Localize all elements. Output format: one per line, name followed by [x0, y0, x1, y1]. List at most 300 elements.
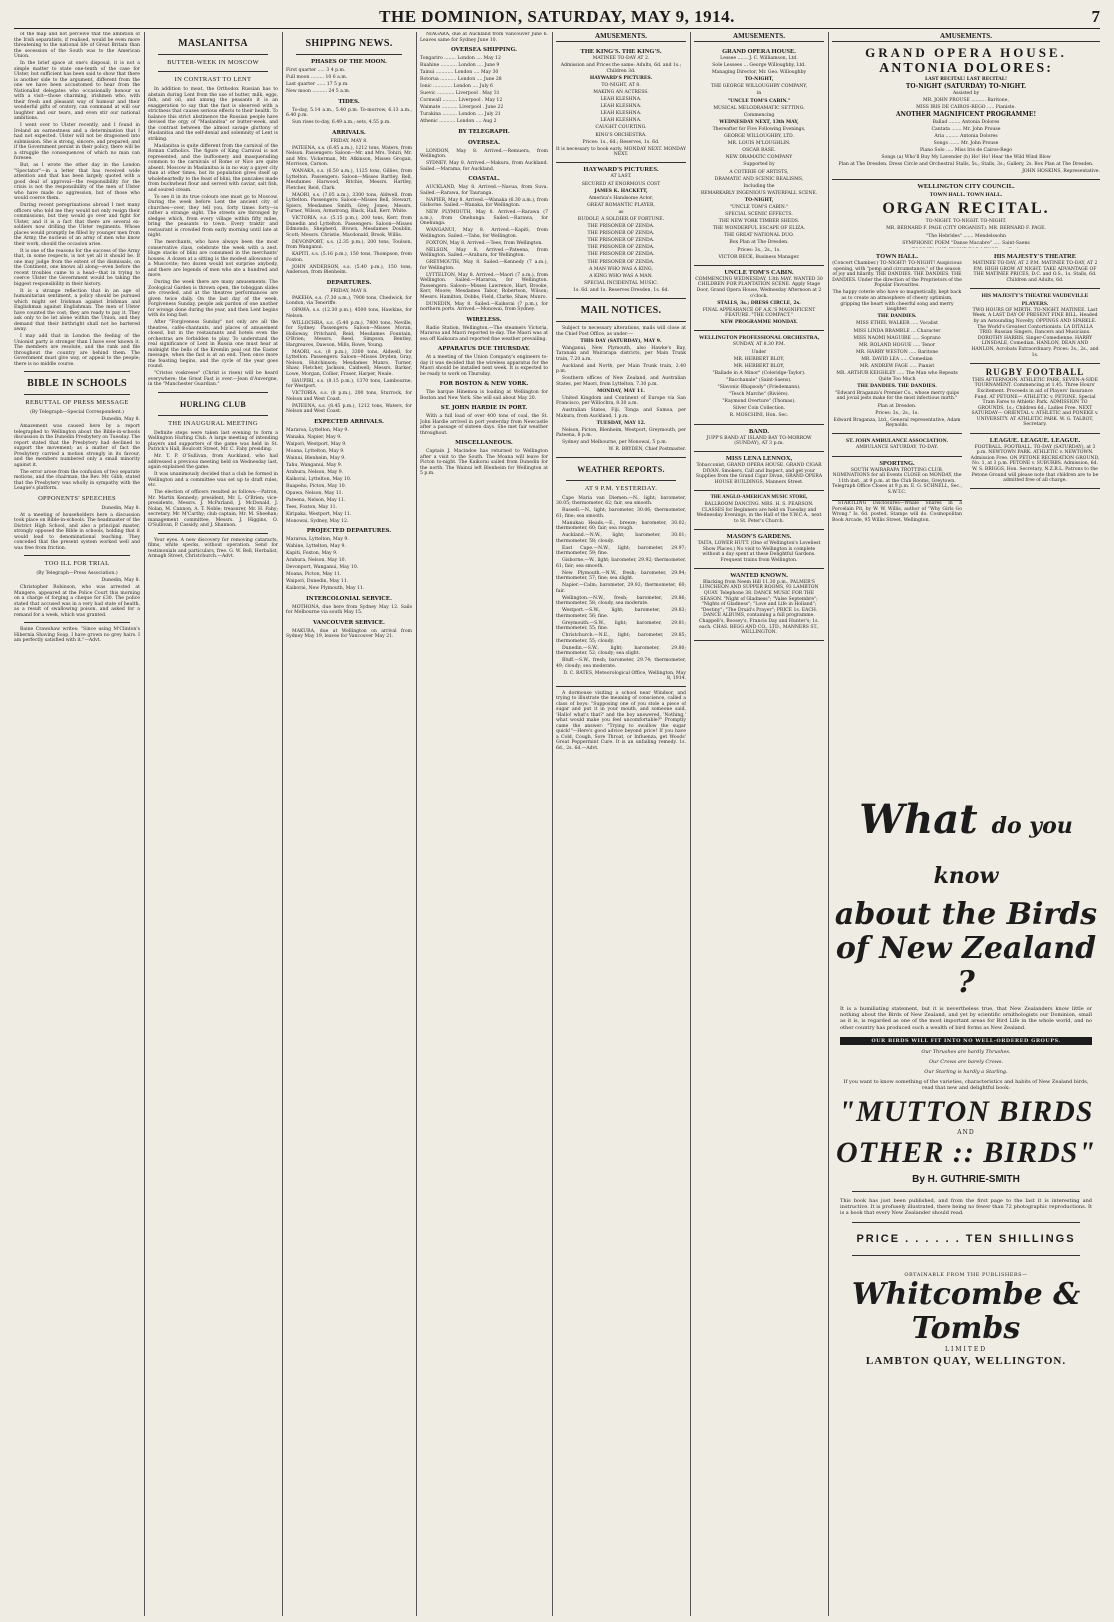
wanted-advert: [694, 569, 824, 641]
orchestra-advert: [694, 331, 824, 424]
advert-line: AT LAST.: [610, 174, 632, 180]
expected-entry: Wanaka, Napier, May 9.: [286, 434, 342, 440]
majesty-advert: [970, 250, 1100, 289]
advert-line: It is necessary to book early. MONDAY NEXT. MONDAY NEXT.: [556, 146, 686, 158]
advert-heading: HAYWARD'S PICTURES.: [583, 166, 659, 174]
section-heading: MISCELLANEOUS.: [455, 440, 513, 446]
book-description: This book has just been published, and from the first page to the last it is interesting and instructive. It is profusely illustrated, there being no fewer than 72 photographic reproductions. It is a book that every New Zealander should read.: [840, 1197, 1092, 1217]
advert-line: MR. JOHN PROUSE .......... Baritone,: [923, 98, 1009, 104]
advert-line: America's Handsome Actor,: [588, 195, 654, 201]
article-paragraph: The election of officers resulted as follows:—Patron, Mr. Martin Kennedy; president, Mr. L. O'Brien; vice-presidents, Messrs. J. McParland, J. McDonald, J. Nolan, M. Cannon, A. T. Noble; treasurer, Mr. H. Fahy; secretary, Mr. M'Carthy; club captain, Mr. M. Sheehan; management committee, Messrs. J. Higgins, O. O'Sullivan, P. Cassidy, and J. Shannon.: [148, 490, 278, 528]
advert-line: Including the: [743, 183, 775, 189]
advert-heading: HIS MAJESTY'S THEATRE: [993, 253, 1077, 260]
divider: [296, 54, 402, 55]
question-mark-icon: ?: [957, 965, 975, 1000]
divider: [556, 686, 686, 687]
section-heading: PHASES OF THE MOON.: [311, 59, 387, 65]
divider: [24, 371, 130, 372]
dandies-advert: [832, 250, 962, 434]
shipping-headline: SHIPPING NEWS.: [305, 38, 393, 49]
arrival-entry: PATEENA, s.s. (6.45 a.m.), 1212 tons, Waters, from Nelson. Passengers: Saloon—Mr. and Mrs. Tohiri, Mr. and Mrs. Vickerman, Mr. Atkinson, Misses Grogan, Morrison, Carson.: [286, 145, 412, 167]
weather-signature: D. C. BATES, Meteorological Office, Wellington, May 8, 1914.: [563, 670, 686, 681]
publisher-address: LAMBTON QUAY, WELLINGTON.: [865, 1355, 1067, 1368]
mail-date: MONDAY, MAY 11.: [597, 388, 645, 394]
hurling-subheading: THE INAUGURAL MEETING: [168, 419, 258, 427]
mail-entry: Wanganui, New Plymouth, also Hawke's Bay, Taranaki and Wairarapa districts, per Main Trunk train, 7.20 a.m.: [556, 345, 686, 362]
mail-entry: United Kingdom and Continent of Europe via San Francisco, per Willochra, 8.30 a.m.: [556, 395, 686, 406]
departure-entry: PAKEHA, s.s. (7.30 a.m.), 7900 tons, Chedwick, for London, via Teneriffe.: [286, 295, 412, 306]
article-paragraph: During recent peregrinations abroad I met many officers who told me they would not only resign their commissions, but they would go over and fight for Ulster, and it is a fact that there are several ex-soldiers now drilling the Ulster regiments. Whose places would promptly be filled by younger men from the Army, the nucleus of an army of men who know their work, should the occasion arise.: [14, 203, 140, 247]
column-rule: [828, 32, 829, 1616]
expected-entry: Kaikorai, Lyttelton, May 10.: [286, 476, 352, 482]
masthead: [14, 6, 1100, 29]
organ-title: ORGAN RECITAL.: [882, 200, 1050, 218]
advert-line: THE GEORGE WILLOUGHBY COMPANY,: [710, 84, 808, 90]
advert-line: 1s. 6d. and 1s. Reserves Dresden, 1s. 6d.: [573, 287, 669, 293]
advert-line: RUDOLF, A SOLDIER OF FORTUNE.: [577, 216, 665, 222]
advert-heading: THE KING'S. THE KING'S.: [580, 48, 662, 55]
advert-line: Lessee ....... J. C. Williamson, Ltd.: [720, 56, 798, 61]
section-heading: OVERSEA SHIPPING.: [450, 47, 518, 53]
expected-entry: Moana, Lyttelton, May 9.: [286, 448, 345, 454]
promo-nz-text: of New Zealand: [835, 931, 1097, 966]
antonia-advert: [832, 45, 1100, 180]
weather-entry: Napier.—Calm; barometer, 29.92; thermometer, 60; fair.: [556, 583, 686, 594]
advert-heading: WANTED KNOWN.: [730, 571, 788, 579]
article-paragraph: Maslanitsa is quite different from the carnival of the Roman Catholics. The figure of King Carnival is not represented, and the buffoonery and masquerading common to the carnivals of Rome or Nice are quite absent. Moscow in Maslanitsa is in no way a gayer city than at other times, but its population gives itself up wholeheartedly to the feast of blini, the pancakes made from buckwheat flour and served with caviar, salt fish, and soured cream.: [148, 143, 278, 193]
article-paragraph: The error arose from the confusion of two separate motions, and the chairman, the Rev. Mr. Gibb, stated that the Presbytery was wholly in sympathy with the League's platform.: [14, 469, 140, 491]
weather-entry: New Plymouth.—N.W., fresh; barometer, 29.94; thermometer, 57; fine; sea slight.: [556, 570, 686, 581]
advert-line: Piano Solo ..... Miss Iris de Cairos-Rego: [919, 147, 1013, 153]
advert-line: LEAH KLESHNA.: [600, 111, 642, 117]
column-title: AMUSEMENTS.: [694, 32, 824, 42]
advert-line: TO-NIGHT,: [744, 197, 774, 203]
performer-name: ANTONIA DOLORES:: [879, 61, 1053, 76]
arrival-entry: KAPITI, s.s. (5.16 p.m.), 150 tons, Thompson, from Foxton.: [286, 252, 412, 263]
projected-entry: Arahura, Nelson, May 10.: [286, 558, 347, 563]
column-1: [14, 32, 140, 1616]
service-entry: NIAGARA, due at Auckland from Vancouver June 6. Leaves same for Sydney June 10.: [420, 32, 548, 43]
advert-line: Cantata ....... Mr. John Prouse: [931, 126, 1001, 132]
advert-line: ANOTHER MAGNIFICENT PROGRAMME!: [895, 111, 1037, 119]
advert-line: COMMENCING WEDNESDAY, 13th MAY. WANTED 30 CHILDREN FOR PLANTATION SCENE. Apply Stage Door, Grand Opera House, Wednesday Afternoon at 2 o'clock.: [695, 276, 823, 299]
advert-heading: GRAND OPERA HOUSE.: [722, 48, 796, 55]
column-rule: [690, 32, 691, 1616]
moon-row: Last quarter ...... 17 5 p.m.: [286, 82, 349, 87]
advert-line: THIS AFTERNOON. ATHLETIC PARK. SEVEN-A-SIDE TOURNAMENT. Commencing at 1.45. Three Hours' Excitement. Proceeds in aid of Players' Insurance Fund. AT PETONE— ATHLETIC v. PETONE. Special Tram Fares to Athletic Park. ADMISSION TO GROUNDS, 1s.; Children 6d.; Ladies Free. NEXT SATURDAY— ORIENTAL v. ATHLETIC and PONEKE v. UNIVERSITY. AT ATHLETIC PARK. W. G. TALBOT, Secretary.: [971, 377, 1099, 428]
advert-line: Commencing: [743, 112, 775, 118]
departure-entry: MAORI, s.s. (8 p.m.), 3300 tons, Aldwell, for Lyttelton. Passengers: Saloon—Misses Dryden, Gray, Nelson, Hutchinson; Mesdames Munro, Turner, Shaw, Fletcher, Jackson, Caldwell; Messrs. Barker, Lowe, Morgan, Collier, Fraser, Harper, Neale.: [286, 349, 412, 377]
service-entry: MOTHONA, due here from Sydney May 12. Sails for Melbourne via south May 15.: [286, 604, 412, 615]
weather-entry: Dunedin.—S.W., light; barometer, 29.80; thermometer, 52; cloudy; sea slight.: [556, 645, 686, 656]
advert-heading: WELLINGTON CITY COUNCIL.: [917, 183, 1015, 191]
section-heading: BY TELEGRAPH.: [458, 128, 510, 135]
advert-line: Blacking from Neem Hill 11.30 p.m., PALMER'S LUNCHEON AND SUPPER ROOMS, 93 LAMBTON QUAY. Telephone 38. DANCE MUSIC FOR THE SEASON. "Night of Gladness"; "Valse Septembre"; "Nights of Gladness"; "Love and Life in Holland"; "Destiny"; "The Druid's Prayer"; PRICE 1s. EACH. DANCE ALBUMS, containing a full programme. Chappell's, Boosey's, Francis Day and Hunter's; 1s. each. CHAS. BEGG AND CO., LTD., MANNERS ST., WELLINGTON.: [699, 579, 819, 636]
advert-line: THE NEW YORK TIMBER SHEDS.: [718, 219, 800, 225]
advert-line: TAITA, LOWER HUTT. (One of Wellington's Loveliest Show Places.) No visit to Wellington is complete without a day spent at these Delightful Gardens. Frequent trains from Wellington.: [697, 540, 821, 563]
advert-line: JAMES K. HACKETT,: [594, 188, 648, 194]
coastal-entry: NELSON, May 8. Arrived.—Pateena, from Wellington. Sailed.—Arahura, for Wellington.: [420, 247, 548, 258]
divider: [158, 533, 268, 534]
advert-line: MR. BERNARD F. PAGE (CITY ORGANIST). MR. BERNARD F. PAGE.: [886, 226, 1046, 232]
coastal-entry: WANGANUI, May 8. Arrived.—Kapiti, from Wellington. Sailed.—Tahu, for Wellington.: [420, 228, 548, 239]
advert-line: SYMPHONIC POEM "Danse Macabre" ..... Saint-Saens: [902, 240, 1030, 246]
weather-entry: Wellington.—N.W., fresh; barometer, 29.86; thermometer, 58; cloudy, sea moderate.: [556, 595, 686, 606]
arrival-entry: JOHN ANDERSON, s.s. (5.40 p.m.), 150 tons, Anderson, from Blenheim.: [286, 264, 412, 275]
advert-heading: HIS MAJESTY'S THEATRE VAUDEVILLE PLAYERS.: [981, 292, 1089, 307]
article-paragraph: During the week there are many amusements. The Zoological Garden is thrown open, the toboggan slides are crowded, and at the theatres performances are given twice daily. On the last day of the week, Forgiveness Sunday, people ask pardon of one another for wrongs done during the year, and then Lent begins with its long fast.: [148, 280, 278, 318]
article-paragraph: With a full load of over 400 tons of coal, the St. John Hardie arrived in port yesterday from Newcastle after a passage of sixteen days. She met fair weather throughout.: [420, 414, 548, 436]
moon-row: First quarter ..... 3 4 p.m.: [286, 68, 346, 73]
advert-line: MR. HARRY WESTON ..... Baritone: [855, 349, 939, 355]
departure-entry: WILLOCHRA, s.s. (5.40 p.m.), 7800 tons, Neville, for Sydney. Passengers: Saloon—Misses Moran, Holloway, Pritchard, Reid, Mesdames Fountain, O'Brien; Messrs. Reed, Simpson, Bentley, Hargreaves, Dawson, Mills, Rowe, Young.: [286, 320, 412, 348]
mail-entry: Auckland and North, per Main Trunk train, 2.40 p.m.: [556, 363, 686, 374]
advert-line: TO-NIGHT, AT 8.: [601, 82, 641, 88]
advert-line: SPECIAL SCENIC EFFECTS.: [725, 212, 793, 218]
advert-line: Under: [751, 349, 767, 355]
advert-line: MR. HERBERT BLOY,: [733, 356, 785, 362]
book-title-and: AND: [957, 1128, 975, 1136]
advert-line: as: [618, 209, 624, 215]
advert-heading: TOWN HALL.: [875, 253, 919, 260]
service-entry: MAKURA, due at Wellington on arrival from Sydney May 19, leaves for Vancouver May 21.: [286, 628, 412, 639]
advert-line: Prices: 3s., 2s., 1s.: [737, 247, 781, 253]
projected-entry: Mararoa, Lyttelton, May 9.: [286, 537, 349, 542]
obtainable-from: OBTAINABLE FROM THE PUBLISHERS—: [904, 1272, 1028, 1279]
advert-heading: GRAND OPERA HOUSE.: [865, 45, 1067, 60]
advert-line: Edward Braganza, Ltd., General representative, Adam Reynolds.: [833, 417, 961, 429]
coastal-entry: GREYMOUTH, May 8. Sailed.—Kennedy (7 a.m.), for Wellington.: [420, 260, 548, 271]
advert-line: REMARKABLY INGENIOUS WATERFALL SCENE.: [700, 190, 818, 196]
page-number: 7: [1091, 7, 1100, 26]
advert-line: THE DANDIES. THE DANDIES.: [857, 383, 937, 389]
weather-entry: Greymouth.—S.W., light; barometer, 29.81; thermometer, 55; fine.: [556, 620, 686, 631]
advert-line: LAST RECITAL! LAST RECITAL!: [924, 77, 1008, 82]
article-paragraph: It is one of the reasons for the success of the Army that, in some respects, is not yet all it should be. If one may judge from the extent of the dismissals, on the Continent, one knows all along—even before the recent troubles came to a head—that in trying to coerce Ulster the Government would be taking the biggest responsibility in their history.: [14, 248, 140, 287]
projected-entry: Devonport, Wanganui, May 10.: [286, 565, 359, 570]
advert-line: JOHN HOSKINS, Representative.: [1022, 169, 1100, 175]
advert-line: THE PRISONER OF ZENDA.: [587, 224, 655, 230]
advert-line: MUSICAL MELODRAMATIC SETTING.: [713, 105, 805, 111]
arrival-entry: VICTORIA, s.s. (5.15 p.m.), 200 tons, Kerr, from Dunedin and Lyttelton. Passengers: Saloon—Misses Edmonds, Shepherd, Brown, Mesdames Doublin, Scott; Messrs. Christie, Macdonald, Brook, Willis.: [286, 216, 412, 238]
league-advert: [970, 434, 1100, 490]
rugby-advert: [970, 364, 1100, 434]
article-paragraph: I went over to Ulster recently, and I found in Ireland an earnestness and a determination that I had not expected. Ulster will not be dragooned into submission. She is strong, sincere, and prepared; and if the Government persist in their policy, there will be a struggle the consequences of which no man can foresee.: [14, 123, 140, 161]
departure-entry: VICTORIA, s.s. (8 p.m.), 200 tons, Sturrock, for Nelson and West Coast.: [286, 391, 412, 402]
promo-about: about the Birds: [834, 897, 1098, 932]
advert-heading: SPORTING.: [879, 459, 915, 467]
music-store-advert: [694, 491, 824, 530]
projected-entry: Waipori, Dunedin, May 11.: [286, 579, 349, 584]
column-6: [694, 32, 824, 1616]
advert-paragraph: A dormouse visiting a school near Windsor, and trying to illustrate the meaning of conscience, called a class of boys: "Supposing one of you stole a piece of sugar and put it in your mouth, and someone said, 'Hallo! what's that?' and the boy answered, 'Nothing,' what would make you feel uncomfortable?" Promptly came the answer: "Trying to swallow the sugar quick!"—Here's good advice beyond price! If you have a Cold, Cough, Sore Throat, or Influenza, get Woods' Great Peppermint Cure. It is an unfailing remedy. 1s. 6d., 2s. 6d.—Advt.: [556, 690, 686, 751]
article-paragraph: "Cristos voskresse" (Christ is risen) will be heard everywhere; the Great Fast is over.—Jean d'Auvergne, in the "Manchester Guardian.": [148, 371, 278, 387]
advert-line: "The Hebrides" ....... Mendelssohn: [926, 233, 1006, 239]
overseas-row: Turakina .......... London .... July 21: [420, 112, 501, 117]
advert-line: MATINEE TO-DAY, AT 2 P.M. MATINEE TO-DAY, AT 2 P.M. HIGH GROW AT NIGHT. TAKE ADVANTAGE OF THE MATINEE PRICES, D.C. and O.S., 1s. Stalls, 6d. Children and Adults, 6d.: [972, 261, 1098, 283]
advert-line: THE DANDIES.: [877, 314, 917, 320]
sporting-advert: [832, 457, 962, 501]
advert-line: VICTOR BECK, Business Manager.: [718, 254, 800, 260]
advert-line: NEW DRAMATIC COMPANY: [725, 155, 793, 161]
projected-entry: Kaikorai, New Plymouth, May 11.: [286, 586, 365, 591]
article-paragraph: In the brief space at one's disposal, it is not a simple matter to state one-tenth of the case for Ulster, but sufficient has been said to show that there is another side to the argument, different from the one we have been accustomed to hear from the Nationalist delegates who occasionally honour us with a visit—those charming, irishmen who, with their fresh and pleasant way of humour and their wonderful gifts of oratory, can command at will our laughter and our tears, and even stir our national ambitions.: [14, 61, 140, 121]
hayward-advert: [556, 163, 686, 299]
advert-line: Plan at The Dresden. Dress Circle and Orchestral Stalls, 5s.; Stalls, 3s.; Gallery, 2s. Box Plan at The Dresden.: [838, 162, 1094, 168]
article-paragraph: of the map and not perceive that the ambition of the Irish separatists, if realised, would be even more threatening to the national life of Great Britain than the secession of the South was to the American Union.: [14, 32, 140, 59]
promo-body: It is a humiliating statement, but it is nevertheless true, that New Zealanders know little or nothing about the Birds of New Zealand, and yet by scientific ornithologists our Dominion, small as it is, is regarded as one of the most important areas for Bird Life in the whole world, and no other country has produced such a wealth of bird forms as New Zealand.: [840, 1006, 1092, 1031]
article-paragraph: The merchants, who have always been the most conservative class, celebrate the week with a zest. Huge stacks of blini are consumed in the merchants' houses. A dozen at a sitting is the modest allowance of a Muscovite; two dozen would not surprise anybody, and there are legends of men who ate a hundred and more.: [148, 240, 278, 278]
advert-heading: THE ANGLO-AMERICAN MUSIC STORE,: [710, 495, 808, 501]
divider: [566, 480, 676, 481]
section-heading: DEPARTURES.: [326, 279, 372, 286]
divider: [24, 622, 130, 623]
advert-line: HAYWARD'S PICTURES.: [589, 75, 653, 81]
advert-line: MISS LINDA BRAMBLE ... Character: [853, 328, 941, 334]
section-heading: PROJECTED DEPARTURES.: [306, 528, 392, 534]
hurling-headline: HURLING CLUB: [179, 399, 247, 409]
advert-line: Prices: 1s., 6d.; Reserves, 1s. 6d.: [582, 139, 660, 145]
advert-line: WEDNESDAY NEXT, 13th MAY,: [719, 119, 799, 125]
divider: [158, 415, 268, 416]
advert-line: BALLROOM DANCING. MRS. H. S. PEARSON. CLASSES for Beginners are held on Tuesday and Wednesday Evenings, in the Hall of the Y.W.C.A., next to St. Peter's Church.: [696, 502, 822, 524]
advert-heading: MASON'S GARDENS.: [726, 532, 792, 540]
advert-line: THE PRISONER OF ZENDA.: [587, 259, 655, 265]
article-paragraph: Amazement was caused here by a report telegraphed to Wellington about the Bible-in-schools discussion in the Dunedin Presbytery on Tuesday. The report stated that the Presbytery had declined to support the movement; as a matter of fact the Presbytery carried a motion strongly in its favour, and the members numbered only a small minority against it.: [14, 424, 140, 468]
promo-what: What: [859, 796, 978, 843]
maslanitsa-subheading: BUTTER-WEEK IN MOSCOW: [167, 59, 259, 66]
divider: [852, 1255, 1080, 1256]
advert-heading: TOWN HALL. TOWN HALL.: [929, 192, 1003, 199]
promo-tagline: Our Starling is hardly a Starling.: [924, 1068, 1008, 1075]
column-rule: [144, 32, 145, 1616]
weather-entry: East Cape.—N.W., light; barometer, 29.97; thermometer, 59; fine.: [556, 545, 686, 556]
article-paragraph: Mr. T. P. O'Sullivan, from Auckland, who had addressed a previous meeting held on Wednesday last, again explained the game.: [148, 454, 278, 470]
advert-line: DRAMATIC AND SCENIC REALISMS,: [714, 176, 804, 182]
weather-entry: Russell.—N., light; barometer, 30.06; thermometer, 61; fine; sea smooth.: [556, 508, 686, 519]
article-paragraph: It was unanimously decided that a club be formed in Wellington and a committee was set up to draft rules, etc.: [148, 472, 278, 488]
maslanitsa-subheading: IN CONTRAST TO LENT: [174, 76, 252, 83]
mail-entry: Southern offices of New Zealand, and Australian States, per Maori, from Lyttelton, 7.30 p.m.: [556, 376, 686, 387]
advert-line: SECURED AT ENORMOUS COST: [581, 181, 661, 187]
advert-line: R. MOSCHINI, Hon. Sec.: [729, 413, 789, 419]
expected-entry: Pateena, Nelson, May 11.: [286, 497, 346, 503]
expected-entry: Tahu, Wanganui, May 9.: [286, 462, 343, 468]
advert-line: SUNDAY, AT 8.30 P.M.: [732, 342, 786, 348]
coastal-entry: NAPIER, May 8. Arrived.—Wanaka (6.30 a.m.), from Gisborne. Sailed.—Wanaka, for Wellington.: [420, 197, 548, 208]
article-paragraph: Captain J. Macindoe has returned to Wellington after a visit to the South. The Moana will leave for Picton to-night. The Kaikorai sailed from Dunedin for the north. The Wainui left Blenheim for Wellington at 5 p.m.: [420, 449, 548, 476]
expected-entry: Arahura, Nelson, May 9.: [286, 469, 344, 475]
advert-heading: RUGBY FOOTBALL: [985, 366, 1085, 377]
advert-line: Box Plan at The Dresden.: [729, 240, 789, 246]
advert-line: "Tesch Marche" (Rivière).: [728, 392, 790, 398]
advert-line: Thereafter for Five Following Evenings,: [712, 126, 806, 132]
weather-entry: Christchurch.—N.E., light; barometer, 29.85; thermometer, 55; cloudy.: [556, 633, 686, 644]
advert-line: AMBULANCE SATURDAY, TO-DAY.: [855, 445, 939, 451]
advert-line: Songs ....... Mr. John Prouse: [933, 140, 999, 146]
weather-subheading: AT 9 P.M. YESTERDAY.: [584, 484, 658, 492]
overseas-row: Tongariro ........ London .... May 12: [420, 56, 501, 61]
article-paragraph: I may add that in London the feeling of the Unionist party is stronger than I have ever known it. The members are resolute, and the rank and file throughout the country are behind them. The Government must give way, or appeal to the people; there is no middle course.: [14, 334, 140, 367]
divider: [556, 457, 686, 458]
mail-signature: W. R. BRYDEN, Chief Postmaster.: [608, 447, 686, 452]
band-advert: [694, 425, 824, 453]
advert-line: "UNCLE TOM'S CABIN.": [729, 204, 789, 210]
advert-line: THE PRISONER OF ZENDA.: [587, 245, 655, 251]
divider: [24, 394, 130, 395]
column-4: [420, 32, 548, 1616]
article-paragraph: To see it in its true colours one must go to Moscow. During the week before Lent the ancient city of churches—over, they tell you, forty times forty—is rather a strange sight. The streets are thronged by sledges which, from every village within fifty miles, bring the peasants to town. Every traktir and restaurant is crowded from early morning until late at night.: [148, 194, 278, 238]
mail-notices-headline: MAIL NOTICES.: [580, 305, 662, 316]
article-paragraph: At a meeting of householders here a discussion took place on Bible-in-schools. The headmaster of the District High School, and also a principal master, strongly opposed the Bible in schools, holding that it would lead to denominational teaching. They conceded that the present system worked well and was free from friction.: [14, 512, 140, 551]
advert-line: TWO HOURS OF MIRTH. TO-NIGHT. MATINEE. Last Week. A LAST DAY OF PRESENT FINE BILL. Headed by an Astounding Novelty. OPPINGS AND SPARKLE. The World's Greatest Contortionists. LA DITALLA TRIO. Russian Singers, Dancers and Musicians. DOROTHY HARRIS, Singer-Comedienne. HARRY LINSDALE, Comedian. HANLON, DEAN AND HANLON, Acrobats Extraordinary. Prices: 3s., 2s., and 1s.: [971, 307, 1099, 358]
article-paragraph: It is a strange reflection that in an age of humanitarian sentiment, a policy should be pursued which might set Irishman against Irishman and Englishman against Englishman. The men of Ulster have counted the cost; they are ready to pay it. They ask only to be let alone within the Union, and they demand that their birthright shall not be bartered away.: [14, 288, 140, 332]
telegraph-entry: LONDON, May 8. Arrived.—Remuera, from Wellington.: [420, 148, 548, 159]
expected-entry: Kiripaka, Westport, May 11.: [286, 511, 352, 517]
divider: [556, 321, 686, 322]
overseas-row: Ruahine ........... London .... June 9: [420, 63, 500, 68]
uncle-tom-advert: [694, 266, 824, 332]
advert-line: CAUGHT COURTING.: [595, 125, 647, 131]
bible-subheading: OPPONENTS' SPEECHES: [38, 494, 116, 502]
advert-line: Aria ......... Antonia Dolores: [934, 133, 998, 139]
arrival-entry: WANAKA, s.s. (6.50 a.m.), 1125 tons, Gillies, from Lyttelton. Passengers: Saloon—Misses Bartley, Bell, Mesdames Harwood, Ritchie, Messrs. Hartley, Fletcher, Reid, Clark.: [286, 169, 412, 191]
advert-line: MR. ARTHUR KEIGHLEY ..... The Man who Repeats Quite Too Much: [836, 371, 958, 382]
section-heading: WIRELESS.: [466, 316, 502, 323]
advert-line: MR. HERBERT BLOY,: [733, 363, 785, 369]
advert-line: "Ballade in A Minor" (Coleridge-Taylor).: [712, 370, 806, 376]
column-7-top: [832, 32, 1100, 248]
section-heading: VANCOUVER SERVICE.: [313, 619, 385, 626]
coastal-entry: LYTTELTON, May 8. Arrived.—Maori (7 a.m.), from Wellington. Sailed.—Mararoa, for Wellington. Passengers: Saloon—Misses Lawrence, Hart, Brooke, Kerr, Moore; Mesdames Tabor, Robertson, Wilson; Messrs. Hamilton, Dobbs, Field, Clarke, Shaw, Munro.: [420, 272, 548, 300]
telegraph-entry: SYDNEY, May 8. Arrived.—Makura, from Auckland. Sailed.—Marama, for Auckland.: [420, 161, 548, 172]
section-heading: TIDES.: [338, 98, 360, 105]
advert-line: LEAH KLESHNA.: [600, 104, 642, 110]
wireless-entry: Radio Station, Wellington.—The steamers Victoria, Mararoa and Maori reported to-day. The Maori was at sea off Kaikoura and reported fine weather prevailing.: [420, 325, 548, 342]
advert-line: A COTERIE OF ARTISTS,: [729, 169, 789, 175]
promo-tagline: Our Crows are barely Crows.: [928, 1058, 1004, 1065]
advert-paragraph: Baine Crawshaw writes: "Since using M'Clinton's Hibernia Shaving Soap, I have grown no grey hairs. I am perfectly satisfied with it."—Advt.: [14, 627, 140, 643]
column-rule: [416, 32, 417, 1616]
promo-tagline: Our Thrushes are hardly Thrushes.: [921, 1048, 1011, 1055]
expected-entry: Tees, Foxton, May 11.: [286, 504, 338, 510]
advert-line: MR. LOUIS M'LOUGHLIN.: [727, 141, 791, 147]
bible-subheading: REBUTTAL OF PRESS MESSAGE: [25, 399, 129, 406]
arrival-entry: DEVONPORT, s.s. (2.35 p.m.), 200 tons, Toulson, from Wanganui.: [286, 239, 412, 250]
overseas-row: Ionic ............. London .... July 6: [420, 84, 493, 89]
tides-text: To-day, 5.14 a.m., 5.40 p.m. To-morrow, 6.13 a.m., 6.40 p.m.: [286, 107, 412, 118]
divider: [852, 1191, 1080, 1192]
advert-line: MATINEE TO-DAY AT 2.: [592, 56, 650, 61]
dateline: Dunedin, May 8.: [101, 578, 140, 583]
advert-line: Managing Director, Mr. Geo. Willoughby: [711, 70, 807, 76]
advert-line: MISS ETHEL WALKER ..... Vocalist: [856, 321, 938, 327]
section-date: FRIDAY, MAY 8.: [330, 138, 368, 144]
projected-entry: Kapiti, Foxton, May 9.: [286, 551, 338, 556]
weather-entry: Westport.—S.W., light; barometer, 29.83; thermometer, 56; fine.: [556, 608, 686, 619]
article-paragraph: The barque Hinemoa is loading at Wellington for Boston and New York. She will sail about May 20.: [420, 390, 548, 401]
advert-line: A KING WHO WAS A MAN.: [589, 273, 653, 279]
section-heading: FOR BOSTON & NEW YORK.: [439, 381, 529, 387]
advert-line: TO-NIGHT,: [744, 77, 774, 83]
advert-line: STALLS, 3s.; DRESS CIRCLE, 2s.: [717, 300, 801, 306]
divider: [24, 555, 130, 556]
weather-entry: Gisborne.—W., light; barometer, 29.92; thermometer, 61; fair; sea smooth.: [556, 558, 686, 569]
advert-line: THE PRISONER OF ZENDA.: [587, 231, 655, 237]
advert-heading: UNCLE TOM'S CABIN.: [724, 268, 794, 276]
column-rule: [552, 32, 553, 1616]
advert-line: Songs (a) Who'll Buy My Lavender (b) Ho! Ho! Hear the Wild Wind Blow: [881, 155, 1051, 161]
arrival-entry: MAORI, s.s. (7.05 a.m.), 3300 tons, Aldwell, from Lyttelton. Passengers: Saloon—Misses Bell, Stewart, Spiers, Mesdames Smith, Grey, Jones; Messrs. Turner, Wilson, Armstrong, Black, Hall, Kerr, White.: [286, 192, 412, 214]
advert-line: Ballad ........ Antonia Dolores: [932, 119, 1000, 125]
promo-banner: OUR BIRDS WILL FIT INTO NO WELL-ORDERED GROUPS.: [840, 1037, 1092, 1045]
mail-entry: Subject to necessary alterations, mails will close at the Chief Post Office, as under:—: [556, 326, 686, 337]
opera-house-advert: [694, 45, 824, 266]
advert-line: The happy coterie who have so magnetically, kept back as to create an atmosphere of cheery optimism, gripping the heart with cheerful song and merry laughter.: [832, 290, 962, 313]
publisher-limited: LIMITED: [944, 1346, 988, 1354]
divider: [852, 1222, 1080, 1223]
advert-heading: ST. JOHN AMBULANCE ASSOCIATION.: [845, 438, 949, 445]
advert-line: LEAH KLESHNA.: [600, 118, 642, 124]
expected-entry: Monowai, Sydney, May 12.: [286, 518, 349, 524]
coastal-entry: FOXTON, May 8. Arrived.—Tees, from Wellington.: [426, 240, 543, 246]
overseas-row: Tainui ............ London .... May 30: [420, 70, 499, 75]
mail-date: TUESDAY, MAY 12.: [596, 420, 646, 426]
overseas-row: Rotorua ........... London .... June 28: [420, 77, 502, 82]
advert-line: "Bacchanale" (Saint-Saens).: [726, 377, 792, 383]
overseas-row: Cornwall .......... Liverpool . May 12: [420, 98, 503, 103]
advert-line: MR. ANDREW FAGE ..... Pianist: [859, 364, 935, 369]
column-2: [148, 32, 278, 1616]
divider: [158, 392, 268, 393]
moon-row: Full moon ......... 10 6 a.m.: [286, 75, 348, 80]
column-rule: [282, 32, 283, 1616]
advert-line: Plan at Dresden.: [877, 403, 917, 409]
advert-line: OSCAR RASE.: [742, 148, 776, 154]
trial-subheading: TOO ILL FOR TRIAL: [44, 560, 110, 567]
coastal-entry: NEW PLYMOUTH, May 8. Arrived.—Rarawa (7 a.m.), from Onehunga. Sailed.—Rarawa, for Onehunga.: [420, 210, 548, 226]
advert-line: JUPP'S BAND AT ISLAND BAY TO-MORROW (SUNDAY), AT 3 p.m.: [706, 435, 812, 447]
article-paragraph: But, as I wrote the other day in the London "Spectator"—in a letter that has received wide attention and that has been largely quoted with a good deal of approval—the responsibility for the crisis is not the responsibility of the men of Ulster who have made no aggression, but of those who would coerce them.: [14, 163, 140, 201]
promo-nz: [832, 932, 1100, 1000]
advert-line: TO-NIGHT. TO-NIGHT. TO-NIGHT.: [925, 219, 1007, 225]
masthead-title: THE DOMINION, SATURDAY, MAY 9, 1914.: [379, 7, 735, 26]
advert-line: FINAL APPEARANCE OF A.K.'S MAGNIFICENT FEATURE. "THE COMPACT.": [702, 307, 816, 319]
column-title: AMUSEMENTS.: [556, 32, 686, 42]
article-paragraph: In addition to meat, the Orthodox Russian has to abstain during Lent from the use of butter, milk, eggs, fish, and oil, and among the peasants it is an exaggeration to say that the fast is observed with a strictness that causes serious effects to their health. To balance this strict abstinence the Russian people have devised the orgy of "Maslanitsa" or butter-week, and the contrast between the almost savage gluttony of Maslanitsa and the self-denial and solemnity of Lent is striking.: [148, 87, 278, 142]
section-heading: ST. JOHN HARDIE IN PORT.: [440, 405, 528, 411]
kings-advert: [556, 45, 686, 163]
divider: [158, 71, 268, 72]
advert-line: "UNCLE TOM'S CABIN.": [727, 98, 791, 104]
projected-entry: Wahine, Lyttelton, May 9.: [286, 544, 346, 549]
advert-heading: LEAGUE. LEAGUE. LEAGUE.: [989, 436, 1081, 444]
book-title-line2: OTHER :: BIRDS": [835, 1135, 1097, 1169]
advert-paragraph: Your eyes. A new discovery for removing cataracts, films, white specks, without operation. Send for testimonials and particulars, free. G. W. Bell, Herbalist, Armagh Street, Christchurch.—Advt.: [148, 537, 278, 559]
divider: [158, 54, 268, 55]
advert-line: (Concert Chamber.) TO-NIGHT! TO-NIGHT! Auspicious opening, with "pomp and circumstance," of the season of joy and hilarity. THE DANDIES. THE DANDIES. THE DANDIES. Under the direction of the Proprietors of the Popular Favourites.: [832, 261, 962, 289]
advert-line: MR. DAVID LEA ..... Comedian: [861, 356, 933, 362]
advert-line: Sole Lessees ... George Willoughby, Ltd.: [712, 63, 806, 69]
departure-entry: PATEENA, s.s. (8.45 p.m.), 1212 tons, Waters, for Nelson and West Coast.: [286, 403, 412, 414]
advert-heading: MISS LENA LENNOX,: [725, 455, 793, 463]
book-price: PRICE . . . . . . TEN SHILLINGS: [856, 1233, 1076, 1246]
ambulance-advert: [832, 434, 962, 456]
weather-headline: WEATHER REPORTS.: [577, 464, 665, 474]
advert-line: KING'S ORCHESTRA.: [595, 132, 647, 138]
publisher-logo: Whitcombe & Tombs: [851, 1277, 1081, 1347]
overseas-row: Suevic ............ Liverpool . May 31: [420, 91, 500, 96]
